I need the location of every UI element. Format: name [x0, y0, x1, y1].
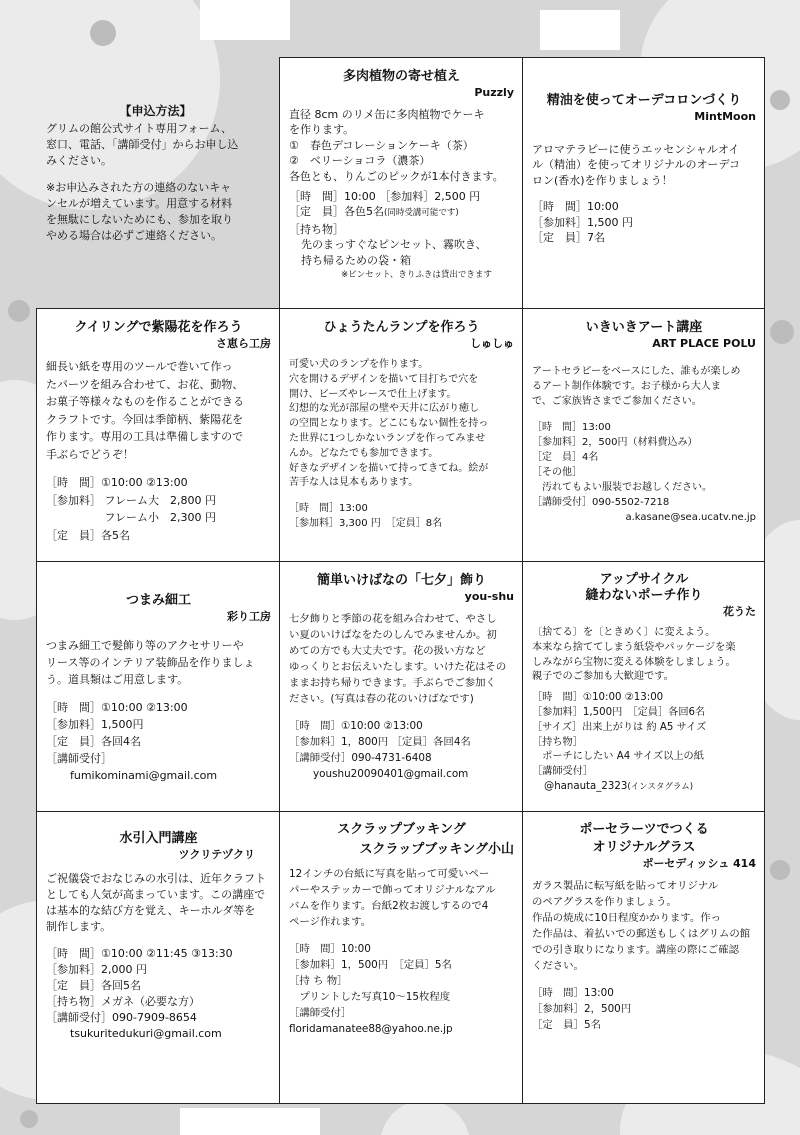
workshop-desc: 可愛い犬のランプを作ります。: [289, 359, 429, 370]
workshop-desc: で、ご家族皆さまでご参加ください。: [532, 396, 702, 407]
workshop-desc: アートセラピーをベースにした、誰もが楽しめ: [532, 366, 741, 377]
workshop-desc: は基本的な結び方を覚え、キーホルダ等を: [46, 904, 256, 917]
workshop-desc: るアート制作体験です。お子様から大人ま: [532, 381, 721, 392]
workshop-organizer: ART PLACE POLU: [652, 337, 756, 350]
workshop-title: 水引入門講座: [119, 831, 198, 846]
workshop-desc: を作ります。: [289, 123, 355, 137]
workshop-desc: の空間となります。どこにもない個性を持っ: [289, 418, 489, 430]
workshop-desc: ページ作れます。: [289, 916, 372, 928]
workshop-card-pouch: [522, 561, 765, 811]
workshop-desc: めての方でも大丈夫です。花の扱い方など: [289, 645, 486, 657]
workshop-title: 簡単いけばなの「七夕」飾り: [316, 573, 486, 588]
workshop-desc: 〔捨てる〕を〔ときめく〕に変えよう。: [532, 627, 716, 638]
cancel-note: やめる場合は必ずご連絡ください。: [46, 229, 222, 242]
workshop-detail: ［時 間］①10:00 ②11:45 ③13:30: [46, 947, 233, 960]
workshop-card-quilling: [36, 308, 279, 561]
workshop-detail: フレーム小 2,300 円: [46, 511, 217, 524]
workshop-desc: う。道具類はご用意します。: [46, 673, 189, 686]
workshop-card-cologne: [522, 57, 765, 308]
workshop-card-porcelarts: [522, 811, 765, 1104]
workshop-desc: つまみ細工で髪飾り等のアクセサリーや: [46, 639, 244, 652]
workshop-detail: ［参加料］1,500円 ［定員］各回6名: [532, 706, 706, 718]
workshop-desc: 直径 8cm のリメ缶に多肉植物でケーキ: [289, 108, 485, 121]
application-text: グリムの館公式サイト専用フォーム、: [46, 122, 233, 135]
workshop-title: スクラップブッキング: [337, 822, 466, 837]
workshop-organizer: ツクリテヅクリ: [178, 848, 255, 861]
workshop-desc: ご祝儀袋でおなじみの水引は、近年クラフト: [46, 872, 266, 885]
workshop-detail: ［持ち物］: [532, 736, 583, 748]
workshop-detail: ［時 間］10:00: [289, 943, 371, 955]
workshop-desc: としても人気が高まっています。この講座で: [46, 888, 266, 901]
workshop-detail: プリントした写真10～15枚程度: [289, 991, 451, 1003]
workshop-title: クイリングで紫陽花を作ろう: [74, 320, 243, 335]
workshop-card-art: [522, 308, 765, 561]
items-line: 先のまっすぐなピンセット、霧吹き、: [301, 238, 487, 252]
workshop-detail: ［持ち物］メガネ（必要な方）: [46, 995, 200, 1008]
workshop-title: アップサイクル: [599, 572, 689, 587]
workshop-desc: た作品は、着払いでの郵送もしくはグリムの館: [532, 928, 751, 940]
workshop-card-ikebana: [279, 561, 522, 811]
cancel-note: を無駄にしないためにも、参加を取り: [46, 213, 233, 226]
workshop-desc: 作ります。専用の工具は準備しますので: [46, 430, 244, 443]
workshop-title: 精油を使ってオーデコロンづくり: [546, 93, 742, 108]
workshop-title: ポーセラーツでつくる: [579, 822, 709, 837]
workshop-desc: 制作します。: [46, 920, 112, 933]
workshop-detail: ［参加料］1,500円: [46, 718, 144, 731]
workshop-desc: た世界に1つしかないランプを作ってみませ: [289, 432, 486, 444]
workshop-desc: ② ベリーショコラ（濃茶）: [289, 154, 431, 168]
workshop-detail: ［定 員］7名: [532, 231, 605, 245]
workshop-desc: 本来なら捨ててしまう紙袋やパッケージを楽: [532, 641, 736, 653]
workshop-detail: ［定 員］各5名: [46, 528, 130, 542]
workshop-desc: い夏のいけばなをたのしんでみませんか。初: [289, 629, 497, 641]
workshop-detail: ［参加料］1,500 円: [532, 215, 633, 229]
application-text: 窓口、電話、「講師受付」からお申し込: [46, 138, 239, 151]
workshop-organizer: Puzzly: [474, 86, 514, 99]
workshop-detail: ［講師受付］: [289, 1007, 352, 1019]
workshop-card-gourd-lamp: [279, 308, 522, 561]
workshop-desc: 親子でのご参加も大歓迎です。: [532, 671, 674, 683]
workshop-desc: のペアグラスを作りましょう。: [532, 896, 677, 908]
workshop-card-tsumami: [36, 561, 279, 811]
workshop-detail: ［講師受付］: [532, 766, 594, 778]
application-heading: 【申込方法】: [119, 104, 192, 118]
workshop-detail: ［定 員］5名: [532, 1019, 601, 1031]
workshop-title: ひょうたんランプを作ろう: [323, 320, 480, 335]
workshop-detail: ［時 間］10:00: [532, 200, 619, 214]
workshop-desc: 細長い紙を専用のツールで巻いて作っ: [46, 360, 233, 373]
items-note: ※ピンセット、きりふきは貸出できます: [341, 270, 492, 281]
contact-note: (インスタグラム): [627, 781, 694, 792]
workshop-detail: ［その他］: [532, 467, 582, 478]
workshop-organizer: さ恵ら工房: [216, 337, 271, 350]
workshop-organizer: you-shu: [464, 590, 514, 603]
workshop-desc: んか。どなたでも参加できます。: [289, 447, 439, 459]
workshop-title: 多肉植物の寄せ植え: [342, 69, 460, 84]
workshop-title: オリジナルグラス: [592, 840, 696, 855]
workshop-desc: 手ぶらでどうぞ！: [46, 447, 134, 461]
workshop-desc: 好きなデザインを描いて持ってきてね。絵が: [289, 462, 489, 474]
workshop-organizer: 花うた: [723, 605, 756, 618]
workshop-desc: での引き取りになります。講座の際にご確認: [532, 944, 739, 956]
workshop-title: 縫わないポーチ作り: [585, 588, 703, 603]
contact-email[interactable]: tsukuritedukuri@gmail.com: [70, 1027, 222, 1040]
workshop-desc: リース等のインテリア装飾品を作りましょ: [46, 656, 255, 669]
workshop-title: いきいきアート講座: [585, 320, 703, 335]
workshop-grid: [36, 57, 765, 1104]
workshop-title: つまみ細工: [125, 593, 191, 608]
workshop-detail: ［参加料］3,300 円 ［定員］8名: [289, 517, 443, 529]
workshop-detail: ［定 員］4名: [532, 452, 599, 463]
workshop-desc: ル（精油）を使ってオリジナルのオーデコ: [532, 158, 741, 172]
workshop-detail: ［時 間］10:00 ［参加料］2,500 円: [289, 190, 481, 204]
workshop-desc: 幻想的な光が部屋の壁や天井に広がり癒し: [289, 403, 479, 415]
workshop-detail: 汚れてもよい服装でお越しください。: [532, 482, 712, 493]
items-line: 持ち帰るための袋・箱: [301, 253, 411, 267]
workshop-detail: ［時 間］13:00: [532, 422, 611, 433]
workshop-detail: ［時 間］13:00: [532, 987, 614, 999]
workshop-detail: ［時 間］①10:00 ②13:00: [532, 692, 664, 704]
contact-email[interactable]: a.kasane@sea.ucatv.ne.jp: [625, 512, 756, 523]
workshop-desc: 作品の焼成に10日程度かかります。作っ: [532, 912, 722, 924]
workshop-detail: ［定 員］各回4名: [46, 735, 141, 748]
workshop-detail: ［参加料］2，500円（材料費込み）: [532, 437, 698, 448]
workshop-organizer: MintMoon: [694, 110, 756, 123]
workshop-detail: ［サイズ］出来上がりは 約 A5 サイズ: [532, 721, 707, 733]
workshop-desc: アロマテラピーに使うエッセンシャルオイ: [532, 143, 740, 156]
workshop-desc: お菓子等様々なものを作ることができる: [46, 395, 244, 408]
workshop-desc: クラフトです。今回は季節柄、紫陽花を: [46, 412, 244, 426]
workshop-card-mizuhiki: [36, 811, 279, 1104]
workshop-desc: ガラス製品に転写紙を貼ってオリジナル: [532, 880, 719, 892]
workshop-detail: ［参加料］1，500円 ［定員］5名: [289, 959, 452, 971]
workshop-card-scrapbooking: [279, 811, 522, 1104]
workshop-desc: たパーツを組み合わせて、お花、動物、: [46, 377, 244, 391]
workshop-detail: ［定 員］各回5名: [46, 979, 141, 992]
workshop-desc: ください。: [532, 960, 584, 972]
workshop-detail: ［講師受付］090-5502-7218: [532, 497, 670, 508]
workshop-detail: ［参加料］1，800円 ［定員］各回4名: [289, 736, 471, 748]
contact-email[interactable]: youshu20090401@gmail.com: [313, 768, 469, 780]
workshop-desc: 穴を開けるデザインを描いて目打ちで穴を: [289, 373, 479, 385]
workshop-detail: ポーチにしたい A4 サイズ以上の紙: [532, 751, 704, 763]
items-heading: ［持ち物］: [289, 222, 344, 236]
workshop-desc: パーやステッカーで飾ってオリジナルなアル: [289, 884, 496, 896]
workshop-detail: ［定 員］各色5名: [289, 205, 384, 219]
workshop-desc: 12インチの台紙に写真を貼って可愛いペー: [289, 868, 490, 880]
workshop-detail: ［参加料］ フレーム大 2,800 円: [46, 493, 217, 507]
workshop-desc: バムを作ります。台紙2枚お渡しするので4: [289, 900, 489, 912]
workshop-detail: ［講師受付］090-4731-6408: [289, 752, 432, 764]
workshop-desc: 各色とも、りんごのピックが1本付きます。: [289, 169, 504, 183]
capacity-note: (同時受講可能です): [384, 208, 459, 219]
workshop-desc: しみながら宝物に変える体験をしましょう。: [532, 656, 736, 668]
workshop-detail: ［参加料］2,000 円: [46, 963, 147, 976]
workshop-desc: 苦手な人は見本もあります。: [289, 477, 419, 489]
workshop-card-succulent: [279, 57, 522, 308]
workshop-detail: ［時 間］①10:00 ②13:00: [46, 701, 188, 714]
workshop-desc: ロン(香水)を作りましょう！: [532, 173, 673, 187]
workshop-detail: ［持 ち 物］: [289, 975, 348, 987]
contact-email[interactable]: fumikominami@gmail.com: [70, 769, 218, 782]
workshop-detail: ［時 間］①10:00 ②13:00: [46, 476, 188, 489]
application-text: みください。: [46, 154, 112, 167]
workshop-organizer: しゅしゅ: [470, 337, 514, 350]
workshop-detail: ［参加料］2，500円: [532, 1003, 632, 1015]
workshop-detail: ［時 間］①10:00 ②13:00: [289, 720, 423, 732]
cancel-note: ンセルが増えています。用意する材料: [46, 197, 233, 210]
contact-instagram[interactable]: @hanauta_2323: [544, 780, 628, 792]
workshop-desc: ままお持ち帰りできます。手ぶらでご参加く: [289, 677, 496, 689]
workshop-desc: 開け、ビーズやレースで仕上げます。: [289, 388, 457, 400]
workshop-organizer: スクラップブッキング小山: [359, 842, 514, 857]
workshop-desc: ださい。(写真は春の花のいけばなです): [289, 693, 474, 705]
workshop-desc: ① 春色デコレーションケーキ（茶）: [289, 138, 474, 152]
workshop-desc: 七夕飾りと季節の花を組み合わせて、やさし: [289, 613, 497, 625]
workshop-detail: ［時 間］13:00: [289, 503, 368, 515]
workshop-detail: ［講師受付］: [46, 752, 112, 765]
contact-email[interactable]: floridamanatee88@yahoo.ne.jp: [289, 1023, 453, 1035]
application-method: [36, 57, 279, 308]
cancel-note: ※お申込みされた方の連絡のないキャ: [46, 181, 232, 194]
workshop-organizer: 彩り工房: [227, 610, 271, 623]
workshop-desc: ゆっくりとお伝えいたします。いけた花はその: [289, 661, 507, 673]
workshop-organizer: ポーセディッシュ 414: [642, 857, 756, 870]
workshop-detail: ［講師受付］090-7909-8654: [46, 1011, 197, 1024]
